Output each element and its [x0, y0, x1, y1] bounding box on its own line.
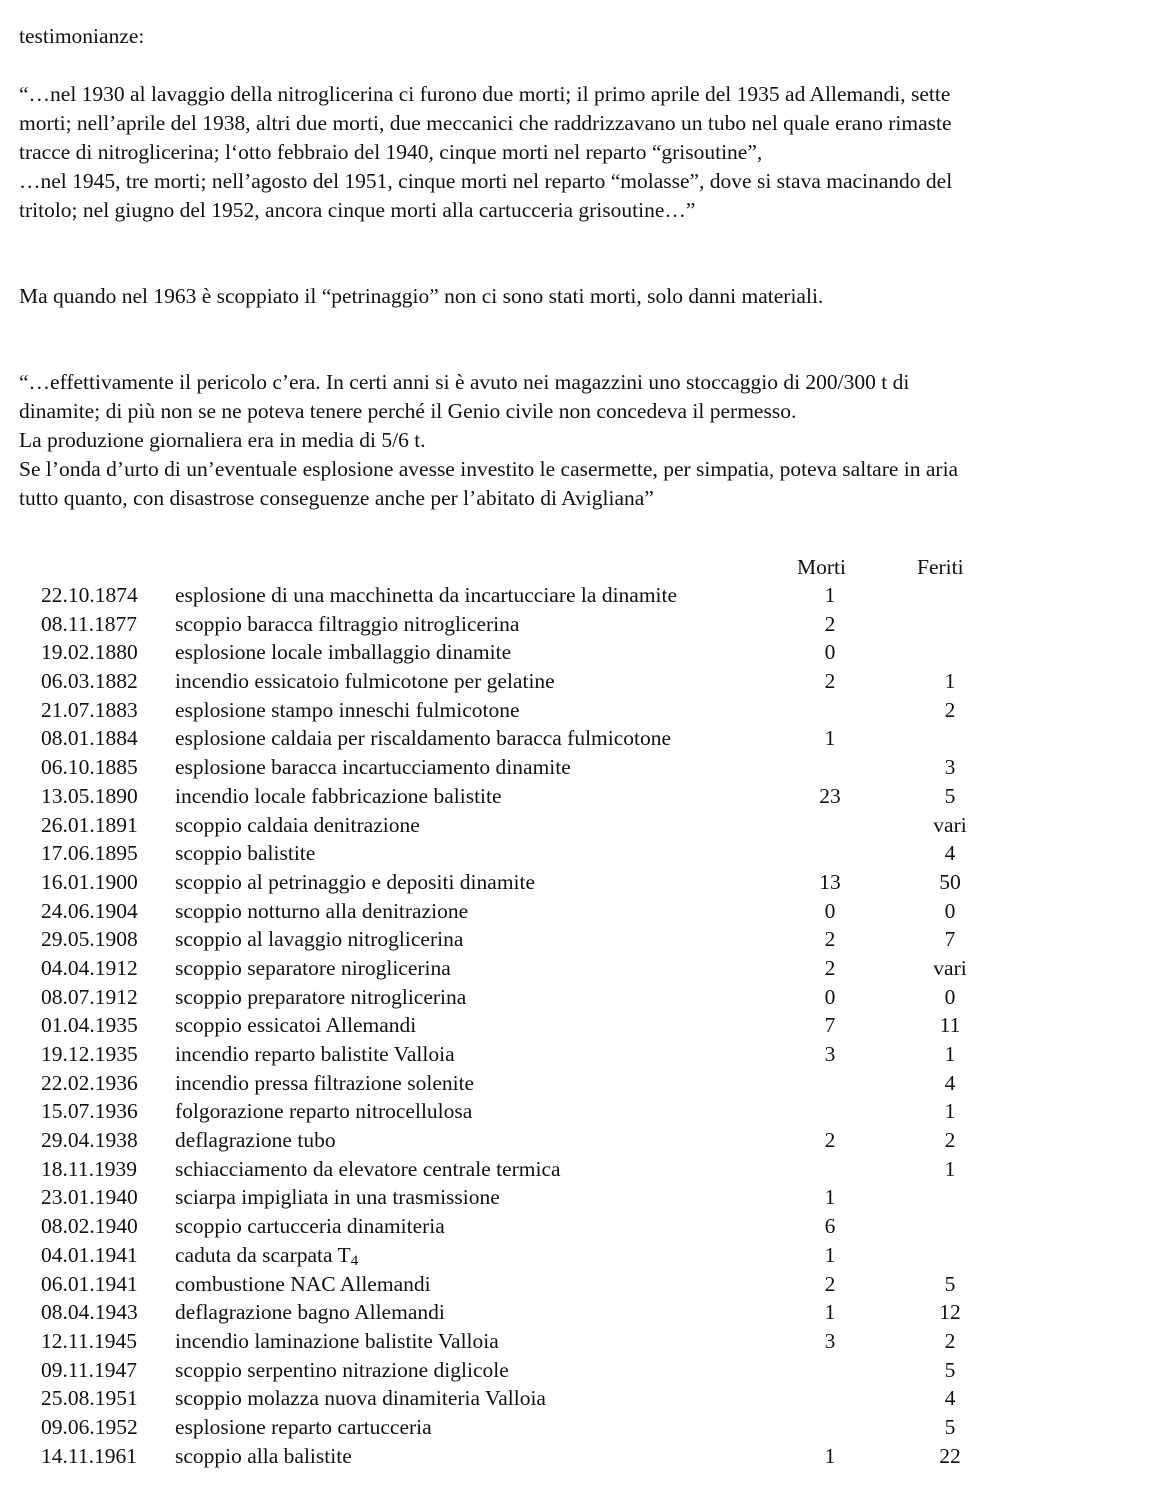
row-feriti: 12 [939, 1300, 961, 1325]
row-description: scoppio alla balistite [175, 1443, 352, 1468]
row-date: 09.11.1947 [41, 1357, 137, 1382]
column-header-feriti: Feriti [917, 555, 964, 579]
row-date: 14.11.1961 [41, 1443, 137, 1468]
row-description: schiacciamento da elevatore centrale termica [175, 1156, 561, 1181]
row-morti: 13 [819, 869, 841, 894]
table-row [0, 1241, 1176, 1270]
table-row [0, 897, 1176, 926]
row-morti: 23 [819, 783, 841, 808]
table-row [0, 983, 1176, 1012]
quote-line: “…effettivamente il pericolo c’era. In certi anni si è avuto nei magazzini uno stoccaggio di 200/300 t di [19, 370, 910, 394]
row-date: 08.04.1943 [41, 1300, 138, 1325]
row-description: scoppio serpentino nitrazione diglicole [175, 1357, 509, 1382]
row-date: 04.04.1912 [41, 955, 138, 980]
row-morti: 2 [824, 927, 836, 952]
row-description: folgorazione reparto nitrocellulosa [175, 1099, 473, 1124]
row-morti: 2 [824, 1271, 836, 1296]
table-row [0, 1155, 1176, 1184]
table-row [0, 839, 1176, 868]
table-row [0, 1327, 1176, 1356]
table-row [0, 1097, 1176, 1126]
row-date: 16.01.1900 [41, 869, 138, 894]
row-description: scoppio separatore niroglicerina [175, 955, 451, 980]
row-description: scoppio al lavaggio nitroglicerina [175, 927, 464, 952]
row-description: scoppio molazza nuova dinamiteria Valloia [175, 1386, 546, 1411]
row-date: 08.07.1912 [41, 984, 138, 1009]
row-date: 06.10.1885 [41, 755, 138, 780]
row-morti: 2 [824, 669, 836, 694]
quote-line: tracce di nitroglicerina; l‘otto febbraio del 1940, cinque morti nel reparto “grisoutine”, [19, 140, 763, 164]
row-description: incendio reparto balistite Valloia [175, 1042, 455, 1066]
row-feriti: 50 [939, 869, 961, 894]
row-feriti: 0 [944, 898, 956, 923]
row-date: 04.01.1941 [41, 1242, 138, 1267]
table-row [0, 1270, 1176, 1299]
row-morti: 1 [824, 1242, 836, 1267]
row-morti: 2 [824, 1128, 836, 1153]
row-description: deflagrazione bagno Allemandi [175, 1300, 445, 1325]
row-feriti: 7 [944, 927, 956, 952]
row-feriti: 5 [944, 1414, 956, 1439]
table-row [0, 1126, 1176, 1155]
row-morti: 1 [824, 726, 836, 751]
table-row [0, 667, 1176, 696]
row-feriti: 4 [944, 1070, 956, 1095]
table-row [0, 1442, 1176, 1471]
row-feriti: 1 [944, 669, 956, 694]
row-feriti: vari [933, 955, 967, 980]
table-row [0, 1356, 1176, 1385]
row-date: 17.06.1895 [41, 841, 138, 866]
row-morti: 3 [824, 1042, 836, 1066]
middle-paragraph [19, 282, 1149, 311]
row-description: scoppio notturno alla denitrazione [175, 898, 469, 923]
table-row [0, 1040, 1176, 1069]
row-morti: 0 [824, 640, 836, 665]
row-feriti: 2 [944, 1328, 956, 1353]
row-description: caduta da scarpata $T_4$ [175, 1242, 359, 1269]
row-date: 01.04.1935 [41, 1013, 138, 1038]
row-date: 26.01.1891 [41, 812, 138, 837]
row-feriti: 3 [944, 755, 956, 780]
row-description: incendio laminazione balistite Valloia [175, 1328, 499, 1353]
quote-line: …nel 1945, tre morti; nell’agosto del 1951, cinque morti nel reparto “molasse”, dove si stava macinando del [19, 169, 953, 193]
row-feriti: 11 [939, 1013, 961, 1038]
table-row [0, 868, 1176, 897]
row-feriti: 5 [944, 1271, 956, 1296]
table-header [0, 553, 1176, 582]
row-description: esplosione reparto cartucceria [175, 1414, 432, 1439]
table-row [0, 724, 1176, 753]
row-feriti: 1 [944, 1042, 956, 1066]
quote-line: tritolo; nel giugno del 1952, ancora cinque morti alla cartucceria grisoutine…” [19, 198, 696, 222]
row-date: 06.01.1941 [41, 1271, 138, 1296]
table-row [0, 581, 1176, 610]
row-morti: 3 [824, 1328, 836, 1353]
row-date: 29.05.1908 [41, 927, 138, 952]
row-description: esplosione locale imballaggio dinamite [175, 640, 512, 665]
table-row [0, 811, 1176, 840]
row-morti: 0 [824, 984, 836, 1009]
column-header-morti: Morti [797, 555, 846, 579]
row-description: scoppio preparatore nitroglicerina [175, 984, 467, 1009]
row-date: 06.03.1882 [41, 669, 138, 694]
row-description: esplosione di una macchinetta da incartucciare la dinamite [175, 583, 678, 607]
row-date: 08.01.1884 [41, 726, 138, 751]
row-morti: 0 [824, 898, 836, 923]
table-row [0, 610, 1176, 639]
row-date: 21.07.1883 [41, 697, 138, 722]
quote-line: morti; nell’aprile del 1938, altri due morti, due meccanici che raddrizzavano un tubo nel quale erano rimaste [19, 111, 952, 135]
row-morti: 1 [824, 1185, 836, 1210]
row-feriti: 22 [939, 1443, 961, 1468]
row-feriti: 2 [944, 1128, 956, 1153]
table-row [0, 1384, 1176, 1413]
row-feriti: 4 [944, 841, 956, 866]
row-date: 23.01.1940 [41, 1185, 138, 1210]
row-description: incendio essicatoio fulmicotone per gelatine [175, 669, 555, 694]
row-date: 29.04.1938 [41, 1128, 138, 1153]
middle-line: Ma quando nel 1963 è scoppiato il “petrinaggio” non ci sono stati morti, solo danni materiali. [19, 284, 824, 308]
table-row [0, 753, 1176, 782]
row-date: 19.02.1880 [41, 640, 138, 665]
row-morti: 1 [824, 1443, 836, 1468]
row-morti: 2 [824, 611, 836, 636]
row-description: esplosione stampo inneschi fulmicotone [175, 697, 520, 722]
row-date: 22.10.1874 [41, 583, 138, 607]
row-feriti: 1 [944, 1099, 956, 1124]
row-description: incendio pressa filtrazione solenite [175, 1070, 475, 1095]
row-date: 08.11.1877 [41, 611, 137, 636]
table-row [0, 638, 1176, 667]
row-date: 22.02.1936 [41, 1070, 138, 1095]
testimony-quote-2 [19, 368, 1149, 513]
row-description: scoppio al petrinaggio e depositi dinamite [175, 869, 536, 894]
table-row [0, 925, 1176, 954]
row-feriti: vari [933, 812, 967, 837]
row-description: scoppio baracca filtraggio nitroglicerina [175, 611, 520, 636]
table-row [0, 782, 1176, 811]
row-feriti: 0 [944, 984, 956, 1009]
row-feriti: 1 [944, 1156, 956, 1181]
row-feriti: 5 [944, 1357, 956, 1382]
row-feriti: 5 [944, 783, 956, 808]
row-feriti: 4 [944, 1386, 956, 1411]
row-description: incendio locale fabbricazione balistite [175, 783, 502, 808]
row-morti: 1 [824, 583, 836, 607]
row-description: esplosione baracca incartucciamento dinamite [175, 755, 571, 780]
row-feriti: 2 [944, 697, 956, 722]
row-date: 24.06.1904 [41, 898, 138, 923]
intro-line: testimonianze: [19, 24, 145, 48]
row-date: 08.02.1940 [41, 1214, 138, 1239]
intro-text [19, 22, 1149, 51]
table-row [0, 1183, 1176, 1212]
row-description-subscript: 4 [350, 1252, 359, 1269]
row-morti: 2 [824, 955, 836, 980]
row-description: scoppio essicatoi Allemandi [175, 1013, 417, 1038]
table-row [0, 1011, 1176, 1040]
row-description: esplosione caldaia per riscaldamento baracca fulmicotone [175, 726, 672, 751]
testimony-quote-1 [19, 80, 1149, 225]
row-description: scoppio cartucceria dinamiteria [175, 1214, 445, 1239]
row-morti: 7 [824, 1013, 836, 1038]
row-description: sciarpa impigliata in una trasmissione [175, 1185, 500, 1210]
quote-line: “…nel 1930 al lavaggio della nitroglicerina ci furono due morti; il primo aprile del 1935 ad Allemandi, sette [19, 82, 951, 106]
table-row [0, 1212, 1176, 1241]
table-row [0, 1298, 1176, 1327]
accident-table [0, 581, 1176, 1470]
quote-line: dinamite; di più non se ne poteva tenere perché il Genio civile non concedeva il permesso. [19, 399, 797, 423]
quote-line: La produzione giornaliera era in media di 5/6 t. [19, 428, 426, 452]
row-description: scoppio caldaia denitrazione [175, 812, 420, 837]
row-date: 25.08.1951 [41, 1386, 138, 1411]
row-date: 09.06.1952 [41, 1414, 138, 1439]
row-description: scoppio balistite [175, 841, 316, 866]
row-description: combustione NAC Allemandi [175, 1271, 431, 1296]
table-row [0, 696, 1176, 725]
table-row [0, 954, 1176, 983]
quote-line: tutto quanto, con disastrose conseguenze anche per l’abitato di Avigliana” [19, 486, 654, 510]
quote-line: Se l’onda d’urto di un’eventuale esplosione avesse investito le casermette, per simpatia, poteva saltare in aria [19, 457, 959, 481]
table-row [0, 1413, 1176, 1442]
row-date: 19.12.1935 [41, 1042, 138, 1066]
row-date: 12.11.1945 [41, 1328, 137, 1353]
row-morti: 6 [824, 1214, 836, 1239]
row-description: deflagrazione tubo [175, 1128, 336, 1153]
row-date: 13.05.1890 [41, 783, 138, 808]
table-row [0, 1069, 1176, 1098]
row-date: 18.11.1939 [41, 1156, 137, 1181]
row-morti: 1 [824, 1300, 836, 1325]
row-date: 15.07.1936 [41, 1099, 138, 1124]
